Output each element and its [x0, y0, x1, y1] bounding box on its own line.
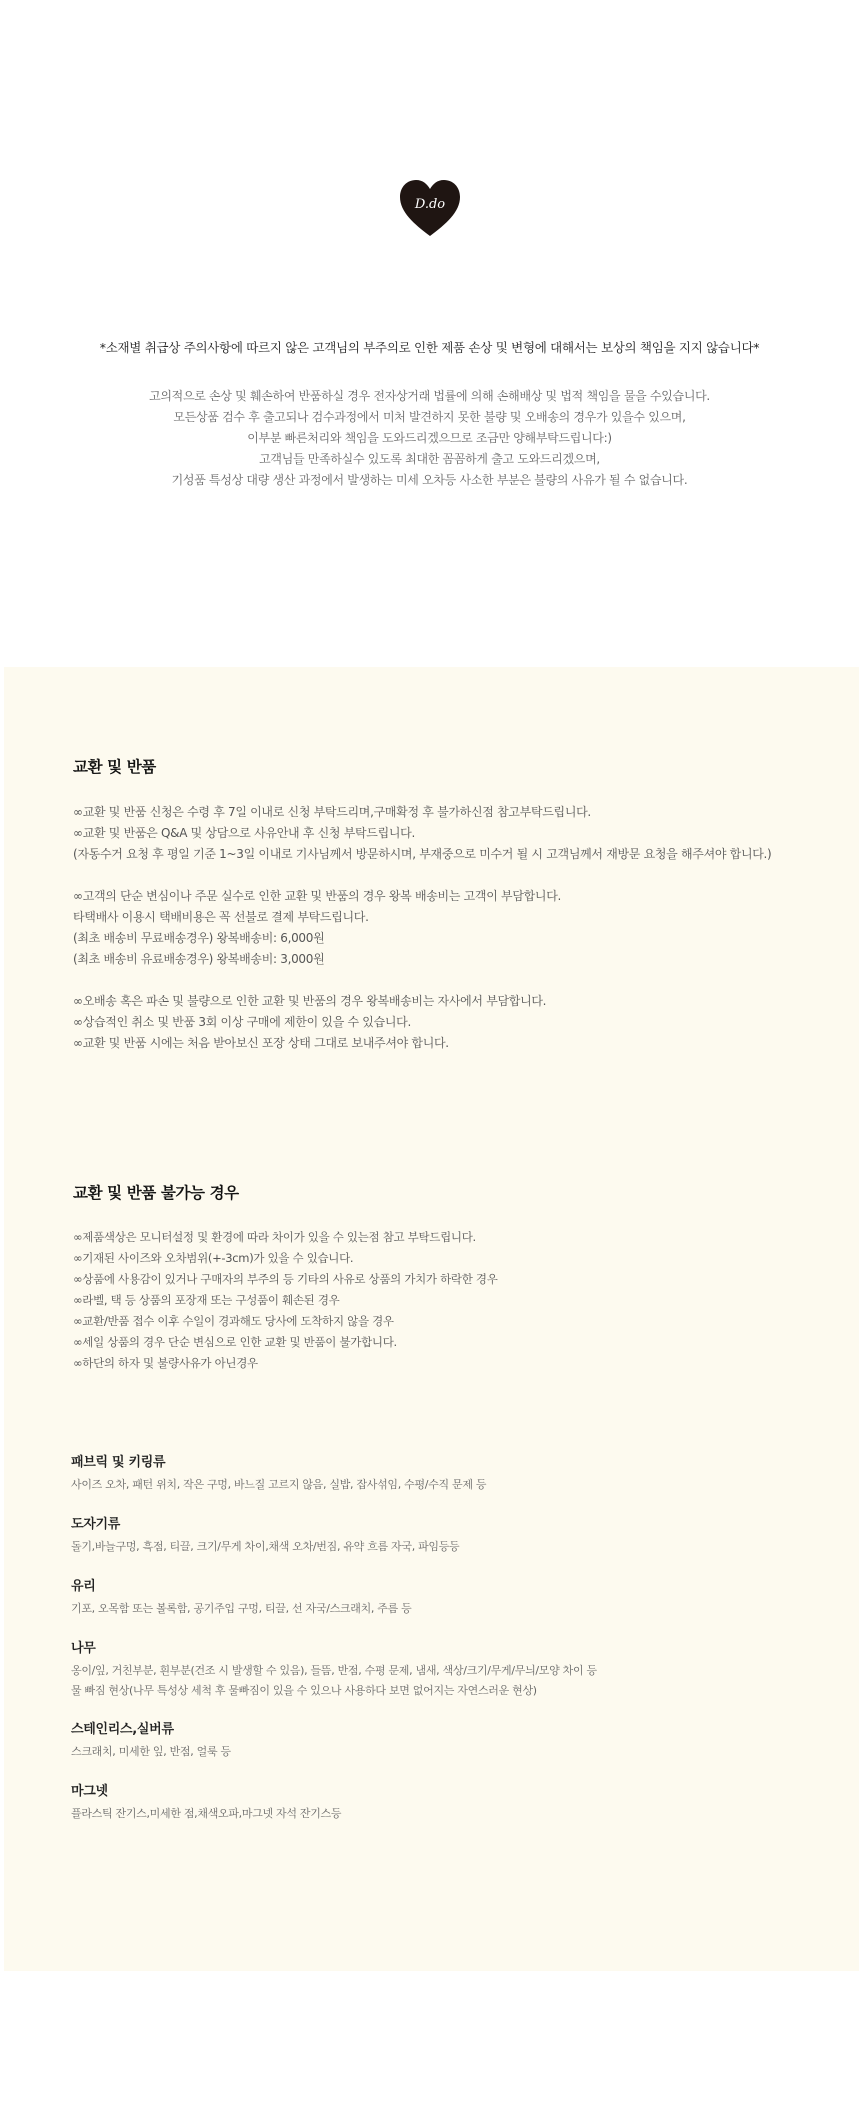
not-allowed-item: ∞하단의 하자 및 불량사유가 아닌경우	[73, 1356, 258, 1370]
exchange-line: ∞오배송 혹은 파손 및 불량으로 인한 교환 및 반품의 경우 왕복배송비는 자사에서 부담합니다.	[73, 994, 547, 1008]
not-allowed-item: ∞교환/반품 접수 이후 수일이 경과해도 당사에 도착하지 않을 경우	[73, 1314, 394, 1328]
category-title: 도자기류	[71, 1517, 121, 1532]
notice-line: 모든상품 검수 후 출고되나 검수과정에서 미처 발견하지 못한 불량 및 오배송의 경우가 있을수 있으며,	[173, 410, 686, 424]
not-allowed-item: ∞상품에 사용감이 있거나 구매자의 부주의 등 기타의 사유로 상품의 가치가 하락한 경우	[73, 1272, 498, 1286]
category-title: 마그넷	[71, 1784, 108, 1799]
not-allowed-item: ∞제품색상은 모니터설정 및 환경에 따라 차이가 있을 수 있는점 참고 부탁드립니다.	[73, 1230, 476, 1244]
category-desc: 물 빠짐 현상(나무 특성상 세척 후 물빠짐이 있을 수 있으나 사용하다 보면 없어지는 자연스러운 현상)	[71, 1684, 537, 1697]
category-desc: 플라스틱 잔기스,미세한 점,채색오파,마그넷 자석 잔기스등	[71, 1807, 342, 1820]
logo-text: D.do	[414, 197, 445, 212]
exchange-line: ∞상습적인 취소 및 반품 3회 이상 구매에 제한이 있을 수 있습니다.	[73, 1015, 411, 1029]
category-desc: 옹이/잎, 거친부분, 흰부분(건조 시 발생할 수 있음), 들뜸, 반점, 수평 문제, 냄새, 색상/크기/무게/무늬/모양 차이 등	[71, 1664, 597, 1677]
exchange-text	[73, 802, 771, 1054]
not-allowed-item: ∞기재된 사이즈와 오차범위(+-3cm)가 있을 수 있습니다.	[73, 1251, 354, 1265]
exchange-title: 교환 및 반품	[73, 758, 156, 776]
exchange-line: (최초 배송비 유료배송경우) 왕복배송비: 3,000원	[73, 952, 325, 966]
notice-headline: *소재별 취급상 주의사항에 따르지 않은 고객님의 부주의로 인한 제품 손상 및 변형에 대해서는 보상의 책임을 지지 않습니다*	[99, 340, 760, 355]
category-fabric	[71, 1453, 486, 1495]
not-allowed-title: 교환 및 반품 불가능 경우	[73, 1184, 239, 1202]
category-ceramic	[71, 1515, 459, 1557]
category-magnet	[71, 1782, 341, 1824]
notice-line: 기성품 특성상 대량 생산 과정에서 발생하는 미세 오차등 사소한 부분은 불량의 사유가 될 수 없습니다.	[171, 473, 688, 487]
category-title: 나무	[71, 1641, 96, 1656]
notice-line: 고객님들 만족하실수 있도록 최대한 꼼꼼하게 출고 도와드리겠으며,	[259, 452, 600, 466]
exchange-line: (최초 배송비 무료배송경우) 왕복배송비: 6,000원	[73, 931, 325, 945]
category-glass	[71, 1577, 411, 1619]
category-desc: 기포, 오목함 또는 볼록함, 공기주입 구멍, 티끌, 선 자국/스크래치, 주름 등	[71, 1602, 412, 1615]
heart-logo-icon	[396, 176, 464, 240]
category-desc: 스크래치, 미세한 잎, 반점, 얼룩 등	[71, 1745, 231, 1758]
notice-line: 이부분 빠른처리와 책임을 도와드리겠으므로 조금만 양해부탁드립니다:)	[247, 431, 612, 445]
not-allowed-item: ∞세일 상품의 경우 단순 변심으로 인한 교환 및 반품이 불가합니다.	[73, 1335, 397, 1349]
exchange-line: 타택배사 이용시 택배비용은 꼭 선불로 결제 부탁드립니다.	[73, 910, 369, 924]
notice-text	[0, 386, 859, 491]
exchange-line: ∞교환 및 반품은 Q&A 및 상담으로 사유안내 후 신청 부탁드립니다.	[73, 826, 415, 840]
notice-line: 고의적으로 손상 및 훼손하여 반품하실 경우 전자상거래 법률에 의해 손해배상 및 법적 책임을 물을 수있습니다.	[149, 389, 710, 403]
exchange-line: ∞교환 및 반품 신청은 수령 후 7일 이내로 신청 부탁드리며,구매확정 후 불가하신점 참고부탁드립니다.	[73, 805, 591, 819]
exchange-line: ∞고객의 단순 변심이나 주문 실수로 인한 교환 및 반품의 경우 왕복 배송비는 고객이 부담합니다.	[73, 889, 561, 903]
brand-logo	[0, 176, 859, 244]
category-stainless	[71, 1720, 231, 1762]
not-allowed-list	[73, 1227, 498, 1374]
category-title: 유리	[71, 1579, 96, 1594]
category-desc: 돌기,바늘구멍, 흑점, 티끌, 크기/무게 차이,채색 오차/번짐, 유약 흐름 자국, 파임등등	[71, 1540, 460, 1553]
category-desc: 사이즈 오차, 패턴 위치, 작은 구멍, 바느질 고르지 않음, 실밥, 잡사섞임, 수평/수직 문제 등	[71, 1478, 487, 1491]
category-title: 패브릭 및 키링류	[71, 1455, 166, 1470]
category-wood	[71, 1639, 597, 1701]
exchange-line: ∞교환 및 반품 시에는 처음 받아보신 포장 상태 그대로 보내주셔야 합니다.	[73, 1036, 449, 1050]
exchange-line: (자동수거 요청 후 평일 기준 1~3일 이내로 기사님께서 방문하시며, 부재중으로 미수거 될 시 고객님께서 재방문 요청을 해주셔야 합니다.)	[73, 847, 772, 861]
not-allowed-item: ∞라벨, 택 등 상품의 포장재 또는 구성품이 훼손된 경우	[73, 1293, 340, 1307]
category-title: 스테인리스,실버류	[71, 1722, 174, 1737]
policy-panel	[4, 667, 859, 1971]
